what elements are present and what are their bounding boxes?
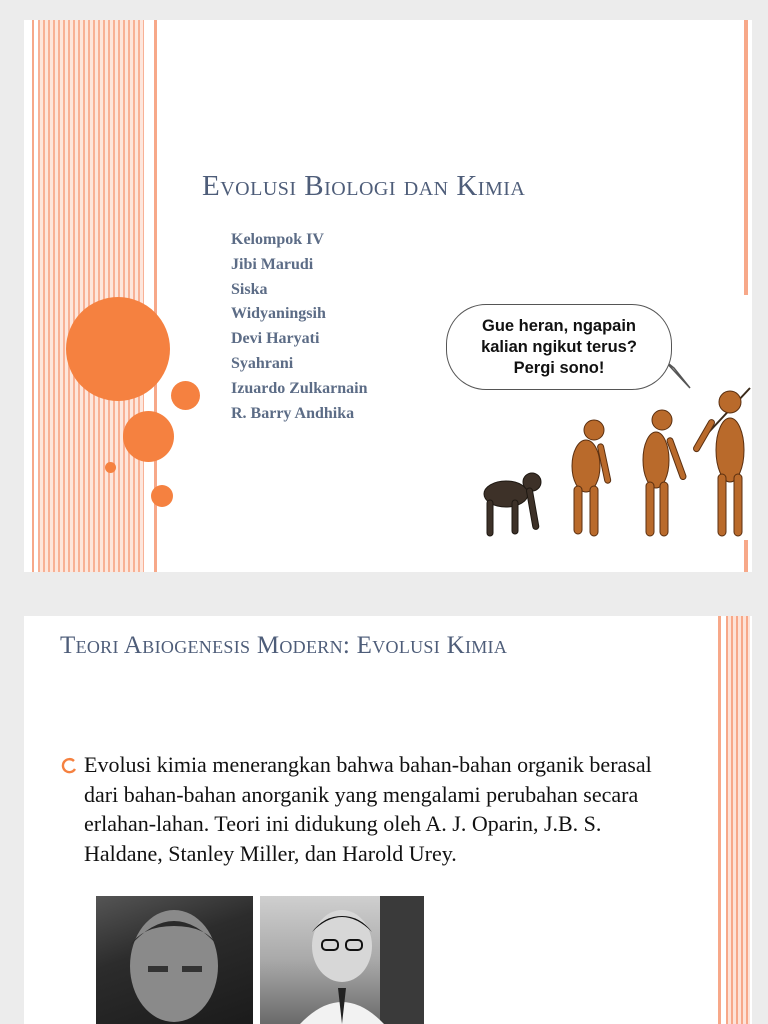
- content-slide: [24, 616, 752, 1024]
- decorative-circle: [66, 297, 170, 401]
- member-list: [231, 228, 367, 426]
- stripe-decoration: [744, 20, 748, 295]
- speech-line: Gue heran, ngapain: [481, 316, 637, 335]
- portrait-photo: [96, 896, 253, 1024]
- circle-bullet-icon: [60, 757, 78, 775]
- decorative-circle: [171, 381, 200, 410]
- hominid-figure-2: [643, 410, 687, 536]
- list-item: Siska: [231, 280, 268, 298]
- stripe-decoration: [32, 20, 34, 572]
- list-item: Kelompok IV: [231, 231, 324, 248]
- stripe-decoration: [718, 616, 721, 1024]
- decorative-circle: [151, 485, 173, 507]
- modern-man-figure: [692, 388, 750, 536]
- list-item: R. Barry Andhika: [231, 404, 355, 422]
- decorative-circle: [123, 411, 174, 462]
- slide-title: Evolusi Biologi dan Kimia: [202, 170, 526, 202]
- ape-figure: [484, 473, 541, 536]
- hominid-figure-1: [572, 420, 611, 536]
- speech-line: kalian ngikut terus?: [481, 337, 637, 356]
- stripe-decoration: [726, 616, 750, 1024]
- stripe-decoration: [38, 20, 144, 572]
- list-item: Jibi Marudi: [231, 255, 314, 273]
- slide-title: Teori Abiogenesis Modern: Evolusi Kimia: [60, 632, 508, 659]
- list-item: Devi Haryati: [231, 330, 320, 348]
- list-item: Syahrani: [231, 354, 294, 372]
- list-item: Widyaningsih: [231, 305, 326, 323]
- bullet-item: [60, 750, 660, 868]
- decorative-circle: [105, 462, 116, 473]
- scientist-photo: [260, 896, 424, 1024]
- evolution-illustration: [454, 374, 752, 546]
- speech-line: Pergi sono!: [513, 358, 605, 377]
- title-slide: [24, 20, 752, 572]
- bullet-text: Evolusi kimia menerangkan bahwa bahan-bahan organik berasal dari bahan-bahan anorganik yang mengalami perubahan secara erlahan-lahan. Teori ini didukung oleh A. J. Oparin, J.B. S. Haldane, Stanley Miller, dan Harold Urey.: [84, 752, 652, 866]
- list-item: Izuardo Zulkarnain: [231, 379, 368, 397]
